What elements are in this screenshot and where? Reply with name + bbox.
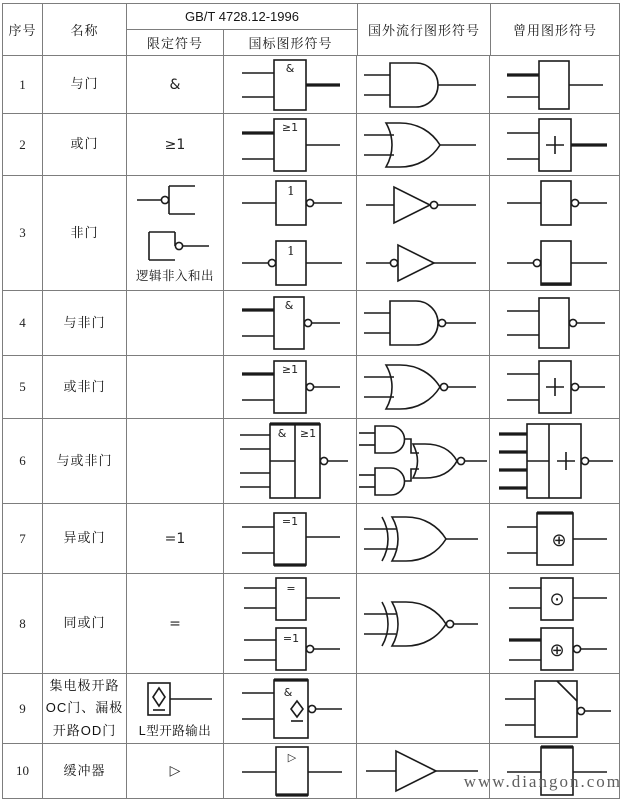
header-qualifier: 限定符号: [127, 30, 224, 55]
row-number: 9: [3, 674, 43, 743]
open-collector-caption: L型开路输出: [138, 723, 212, 738]
empty-cell: [127, 291, 224, 355]
row-number: 8: [3, 574, 43, 673]
svg-text:⊕: ⊕: [548, 639, 565, 661]
and-gate-us-symbol: [357, 56, 490, 113]
gate-name-line: 开路OD门: [52, 722, 117, 738]
table-row: [3, 56, 619, 114]
buffer-gate-iec-symbol: [224, 744, 357, 798]
gate-name-line: OC门、漏极: [45, 700, 124, 716]
and-gate-former-symbol: [490, 56, 619, 113]
xor-qualifier-symbol: =1: [127, 504, 224, 573]
symbol-table: [2, 3, 620, 799]
buffer-qualifier-symbol: ▷: [127, 744, 224, 798]
xnor-gate-iec-symbols: [224, 574, 357, 673]
gate-name-line: 集电极开路: [49, 678, 120, 694]
header-name: 名称: [43, 4, 127, 55]
aoi-gate-us-symbol: [357, 419, 490, 503]
table-row: [3, 176, 619, 291]
and-gate-iec-symbol: [224, 56, 357, 113]
svg-text:1: 1: [287, 244, 295, 258]
header-gbt-group: [127, 4, 358, 55]
svg-text:≥1: ≥1: [299, 427, 317, 440]
svg-text:&: &: [277, 427, 287, 440]
svg-text:=1: =1: [281, 514, 299, 528]
open-collector-qualifier-symbol: [127, 674, 224, 743]
open-collector-gate-former-symbol: [490, 674, 619, 743]
nor-gate-former-symbol: [490, 356, 619, 418]
empty-cell: [127, 419, 224, 503]
nand-gate-former-symbol: [490, 291, 619, 355]
table-row: [3, 356, 619, 419]
row-number: 4: [3, 291, 43, 355]
svg-text:&: &: [284, 299, 294, 312]
gate-name: 与门: [43, 56, 127, 113]
header-foreign: 国外流行图形符号: [358, 4, 491, 55]
not-gate-former-symbols: [490, 176, 619, 290]
aoi-gate-former-symbol: [490, 419, 619, 503]
row-number: 7: [3, 504, 43, 573]
table-row: [3, 504, 619, 574]
row-number: 10: [3, 744, 43, 798]
header-gbt-subcols: [127, 30, 357, 55]
table-row: [3, 291, 619, 356]
gate-name: 异或门: [43, 504, 127, 573]
not-qualifier-symbol: [127, 176, 224, 290]
row-number: 6: [3, 419, 43, 503]
xnor-gate-former-symbols: [490, 574, 619, 673]
svg-text:▷: ▷: [287, 751, 297, 764]
or-gate-us-symbol: [357, 114, 490, 175]
nand-gate-us-symbol: [357, 291, 490, 355]
watermark: www.diangon.com: [463, 772, 622, 791]
svg-text:&: &: [285, 61, 295, 75]
xnor-qualifier-symbol: =: [127, 574, 224, 673]
nor-gate-iec-symbol: [224, 356, 357, 418]
gate-name: 非门: [43, 176, 127, 290]
gate-name: 同或门: [43, 574, 127, 673]
row-number: 3: [3, 176, 43, 290]
or-gate-former-symbol: [490, 114, 619, 175]
svg-text:1: 1: [287, 184, 295, 198]
xnor-gate-us-symbol: [357, 574, 490, 673]
svg-text:≥1: ≥1: [281, 363, 299, 376]
table-row: [3, 574, 619, 674]
row-number: 1: [3, 56, 43, 113]
gate-name: [43, 674, 127, 743]
svg-text:⊕: ⊕: [550, 529, 567, 551]
or-qualifier-symbol: ≥1: [127, 114, 224, 175]
gate-name: 或门: [43, 114, 127, 175]
not-gate-us-symbols: [357, 176, 490, 290]
or-gate-iec-symbol: [224, 114, 357, 175]
not-gate-iec-symbols: [224, 176, 357, 290]
table-row: [3, 419, 619, 504]
not-qualifier-caption: 逻辑非入和出: [135, 269, 214, 283]
gate-name: 与或非门: [43, 419, 127, 503]
svg-text:&: &: [283, 685, 293, 699]
empty-cell: [357, 674, 490, 743]
header-gb-symbol: 国标图形符号: [248, 36, 333, 51]
xor-gate-iec-symbol: [224, 504, 357, 573]
nand-gate-iec-symbol: [224, 291, 357, 355]
svg-text:=1: =1: [282, 631, 300, 645]
header-gbt-standard: GB/T 4728.12-1996: [127, 4, 357, 30]
table-row: [3, 674, 619, 744]
header-row: [3, 4, 619, 56]
row-number: 2: [3, 114, 43, 175]
aoi-gate-iec-symbol: [224, 419, 357, 503]
svg-text:≥1: ≥1: [281, 120, 299, 134]
row-number: 5: [3, 356, 43, 418]
xor-gate-former-symbol: [490, 504, 619, 573]
header-former: 曾用图形符号: [512, 23, 597, 38]
empty-cell: [127, 356, 224, 418]
xor-gate-us-symbol: [357, 504, 490, 573]
gate-name: 缓冲器: [43, 744, 127, 798]
table-row: [3, 114, 619, 176]
nor-gate-us-symbol: [357, 356, 490, 418]
gate-name: 或非门: [43, 356, 127, 418]
svg-text:=: =: [286, 581, 296, 595]
svg-text:⊙: ⊙: [548, 588, 565, 610]
open-collector-gate-iec-symbol: [224, 674, 357, 743]
and-qualifier-symbol: &: [127, 56, 224, 113]
gate-name: 与非门: [43, 291, 127, 355]
header-seq: 序号: [3, 4, 43, 55]
